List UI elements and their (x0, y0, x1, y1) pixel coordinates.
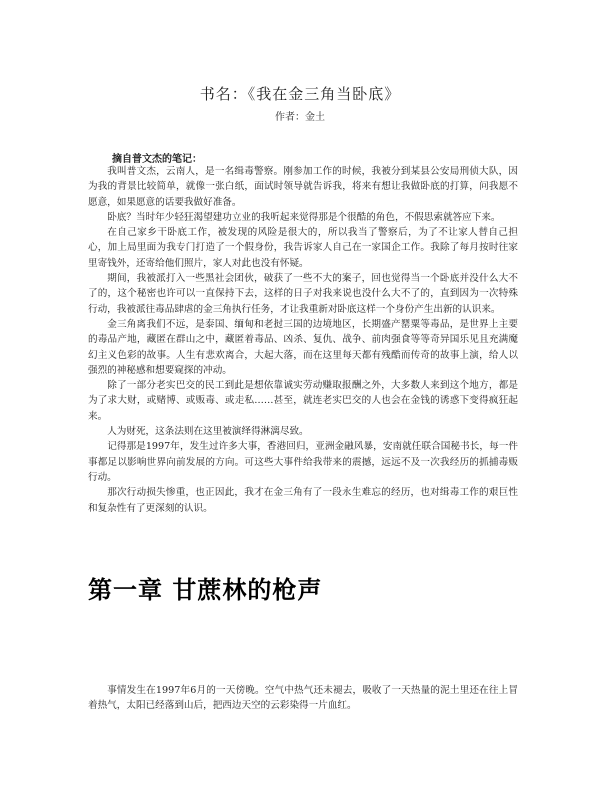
notes-paragraph: 人为财死，这条法则在这里被演绎得淋漓尽致。 (107, 426, 309, 438)
notes-paragraph: 记得那是1997年，发生过许多大事，香港回归，亚洲金融风暴，安南就任联合国秘书长，每一件事都足以影响世界向前发展的方向。可这些大事件给我带来的震撼，远远不及一次我经历的抓捕毒贩行动。 (88, 441, 518, 483)
notes-heading: 摘自普文杰的笔记： (112, 154, 202, 165)
notes-body (88, 164, 518, 516)
notes-paragraph: 除了一部分老实巴交的民工到此是想依靠诚实劳动赚取报酬之外，大多数人来到这个地方，都是为了求大财，或赌博、或贩毒、或走私……甚至，就连老实巴交的人也会在金钱的诱惑下变得疯狂起来。 (88, 380, 518, 422)
notes-paragraph: 期间，我被派打入一些黑社会团伙，破获了一些不大的案子，回也觉得当一个卧底并没什么大不了的，这个秘密也许可以一直保持下去，这样的日子对我来说也没什么大不了的，直到因为一次特殊行动，我被派往毒品肆虐的金三角执行任务，才让我重新对卧底这样一个身份产生出新的认识来。 (88, 273, 518, 315)
notes-paragraph: 在自己家乡干卧底工作，被发现的风险是很大的，所以我当了警察后，为了不让家人替自己担心，加上局里面为我专门打造了一个假身份，我告诉家人自己在一家国企工作。我除了每月按时往家里寄钱外，还寄给他们照片，家人对此也没有怀疑。 (88, 227, 518, 269)
chapter-paragraph: 事情发生在1997年6月的一天傍晚。空气中热气还未褪去，吸收了一天热量的泥土里还在往上冒着热气，太阳已经落到山后，把西边天空的云彩染得一片血红。 (88, 685, 518, 712)
notes-paragraph: 那次行动损失惨重，也正因此，我才在金三角有了一段永生难忘的经历，也对缉毒工作的艰巨性和复杂性有了更深刻的认识。 (88, 487, 518, 514)
chapter-title: 第一章 甘蔗林的枪声 (88, 576, 323, 604)
notes-paragraph: 卧底？当时年少轻狂渴望建功立业的我听起来觉得那是个很酷的角色，不假思索就答应下来。 (107, 211, 501, 223)
chapter-body (88, 683, 518, 714)
notes-paragraph: 金三角离我们不远，是泰国、缅甸和老挝三国的边境地区，长期盛产罂粟等毒品，是世界上主要的毒品产地，藏匿在群山之中，藏匿着毒品、凶杀、复仇、战争、前肉强食等等奇异国乐见且充满魔幻主义色彩的故事。人生有悲欢离合，大起大落，而在这里每天都有残酷而传奇的故事上演，给人以强烈的神秘感和想要窥探的冲动。 (88, 318, 518, 376)
notes-paragraph: 我叫普文杰，云南人，是一名缉毒警察。刚参加工作的时候，我被分到某县公安局刑侦大队，因为我的背景比较简单，就像一张白纸，面试时领导就告诉我，将来有想让我做卧底的打算，问我愿不愿意，如果愿意的话要我做好准备。 (88, 166, 518, 208)
book-title: 书名：《我在金三角当卧底》 (199, 85, 401, 103)
author-line: 作者：金土 (275, 112, 325, 123)
